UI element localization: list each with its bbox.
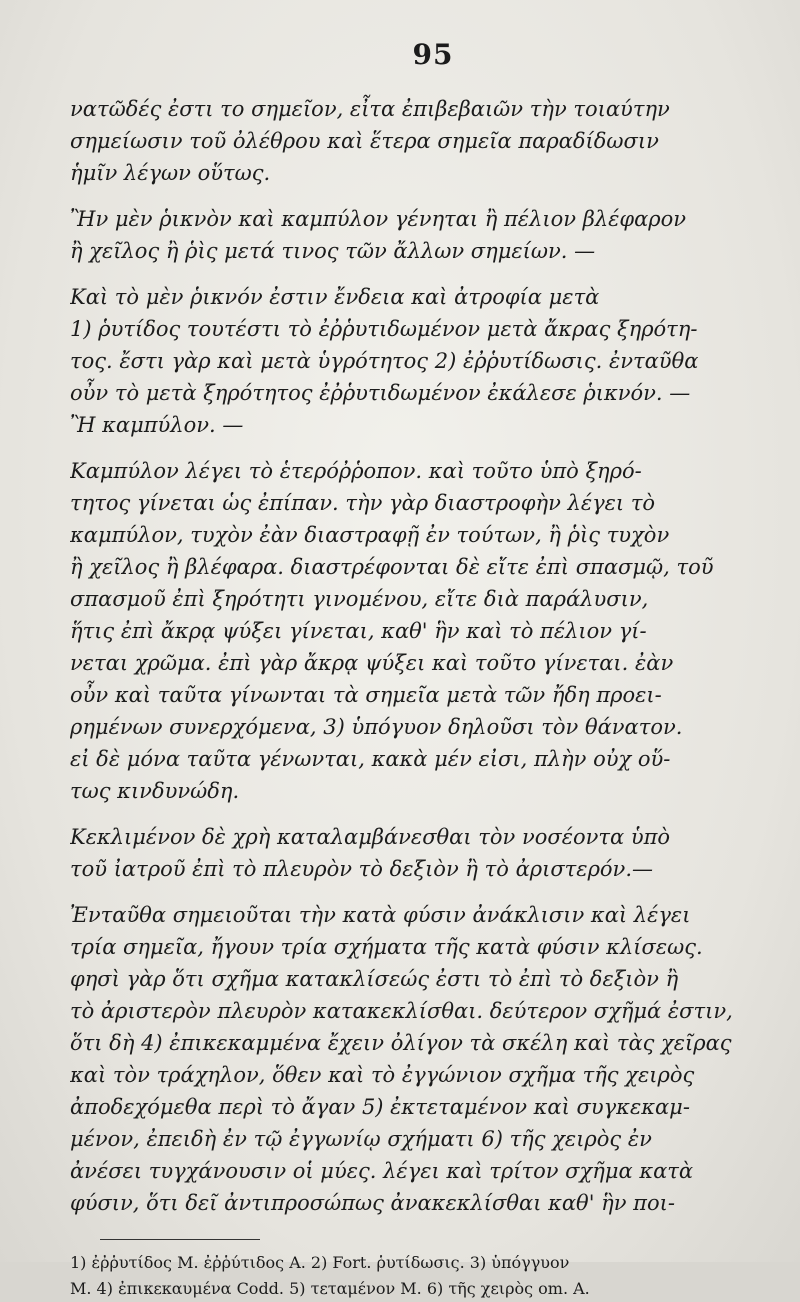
text-line: οὖν καὶ ταῦτα γίνωνται τὰ σημεῖα μετὰ τῶν ἤδη προει- [70,683,662,707]
text-line: τως κινδυνώδη. [70,779,240,803]
footnote-divider [100,1239,260,1240]
text-line: Καὶ τὸ μὲν ῥικνόν ἐστιν ἔνδεια καὶ ἀτροφία μετὰ [70,285,600,309]
paragraph-gap [70,189,756,203]
footnote-line: M. 4) ἐπικεκαυμένα Codd. 5) τεταμένον M. 6) τῆς χειρὸς om. A. [70,1279,590,1298]
text-line: ρημένων συνερχόμενα, 3) ὑπόγυον δηλοῦσι τὸν θάνατον. [70,715,683,739]
text-line: ἢ χεῖλος ἢ βλέφαρα. διαστρέφονται δὲ εἴτε ἐπὶ σπασμῷ, τοῦ [70,555,714,579]
text-line: οὖν τὸ μετὰ ξηρότητος ἐῤῥυτιδωμένον ἐκάλεσε ῥικνόν. — [70,381,691,405]
paragraph-gap [70,807,756,821]
page-number: 95 [412,38,454,71]
text-line: ὅτι δὴ 4) ἐπικεκαμμένα ἔχειν ὀλίγον τὰ σκέλη καὶ τὰς χεῖρας [70,1031,732,1055]
text-line: Ἢ καμπύλον. — [70,413,244,437]
body-text [70,93,756,1219]
text-line: ἡμῖν λέγων οὕτως. [70,161,271,185]
text-line: τοῦ ἰατροῦ ἐπὶ τὸ πλευρὸν τὸ δεξιὸν ἢ τὸ ἀριστερόν.— [70,857,653,881]
paragraph-gap [70,885,756,899]
text-line: καὶ τὸν τράχηλον, ὅθεν καὶ τὸ ἐγγώνιον σχῆμα τῆς χειρὸς [70,1063,695,1087]
text-line: Καμπύλον λέγει τὸ ἑτερόῤῥοπον. καὶ τοῦτο ὑπὸ ξηρό- [70,459,642,483]
text-line: τος. ἔστι γὰρ καὶ μετὰ ὑγρότητος 2) ἐῤῥυτίδωσις. ἐνταῦθα [70,349,699,373]
text-line: τητος γίνεται ὡς ἐπίπαν. τὴν γὰρ διαστροφὴν λέγει τὸ [70,491,656,515]
text-line: νεται χρῶμα. ἐπὶ γὰρ ἄκρᾳ ψύξει καὶ τοῦτο γίνεται. ἐὰν [70,651,674,675]
text-line: Ἐνταῦθα σημειοῦται τὴν κατὰ φύσιν ἀνάκλισιν καὶ λέγει [70,903,691,927]
text-line: σημείωσιν τοῦ ὀλέθρου καὶ ἕτερα σημεῖα παραδίδωσιν [70,129,659,153]
text-line: τρία σημεῖα, ἤγουν τρία σχήματα τῆς κατὰ φύσιν κλίσεως. [70,935,703,959]
text-line: σπασμοῦ ἐπὶ ξηρότητι γινομένου, εἴτε διὰ παράλυσιν, [70,587,649,611]
text-line: ἀποδεχόμεθα περὶ τὸ ἄγαν 5) ἐκτεταμένον καὶ συγκεκαμ- [70,1095,690,1119]
text-line: Κεκλιμένον δὲ χρὴ καταλαμβάνεσθαι τὸν νοσέοντα ὑπὸ [70,825,671,849]
text-line: τὸ ἀριστερὸν πλευρὸν κατακεκλίσθαι. δεύτερον σχῆμά ἐστιν, [70,999,733,1023]
text-line: 1) ῥυτίδος τουτέστι τὸ ἐῤῥυτιδωμένον μετὰ ἄκρας ξηρότη- [70,317,698,341]
text-line: φύσιν, ὅτι δεῖ ἀντιπροσώπως ἀνακεκλίσθαι καθ' ἣν ποι- [70,1191,675,1215]
paragraph-gap [70,441,756,455]
text-line: ἀνέσει τυγχάνουσιν οἱ μύες. λέγει καὶ τρίτον σχῆμα κατὰ [70,1159,694,1183]
paragraph-gap [70,267,756,281]
text-line: μένον, ἐπειδὴ ἐν τῷ ἐγγωνίῳ σχήματι 6) τῆς χειρὸς ἐν [70,1127,652,1151]
text-line: εἰ δὲ μόνα ταῦτα γένωνται, κακὰ μέν εἰσι, πλὴν οὐχ οὕ- [70,747,671,771]
text-line: Ἢν μὲν ῥικνὸν καὶ καμπύλον γένηται ἢ πέλιον βλέφαρον [70,207,687,231]
footnotes [70,1250,756,1302]
text-line: ἢ χεῖλος ἢ ῥὶς μετά τινος τῶν ἄλλων σημείων. — [70,239,596,263]
text-line: καμπύλον, τυχὸν ἐὰν διαστραφῇ ἐν τούτων, ἢ ῥὶς τυχὸν [70,523,670,547]
text-line: φησὶ γὰρ ὅτι σχῆμα κατακλίσεώς ἐστι τὸ ἐπὶ τὸ δεξιὸν ἢ [70,967,679,991]
text-line: ἥτις ἐπὶ ἄκρᾳ ψύξει γίνεται, καθ' ἣν καὶ τὸ πέλιον γί- [70,619,647,643]
text-line: νατῶδές ἐστι το σημεῖον, εἶτα ἐπιβεβαιῶν τὴν τοιαύτην [70,97,670,121]
footnote-line: 1) ἐῤῥυτίδος M. ἐῤῥύτιδος A. 2) Fort. ῥυτίδωσις. 3) ὑπόγγυον [70,1253,570,1272]
